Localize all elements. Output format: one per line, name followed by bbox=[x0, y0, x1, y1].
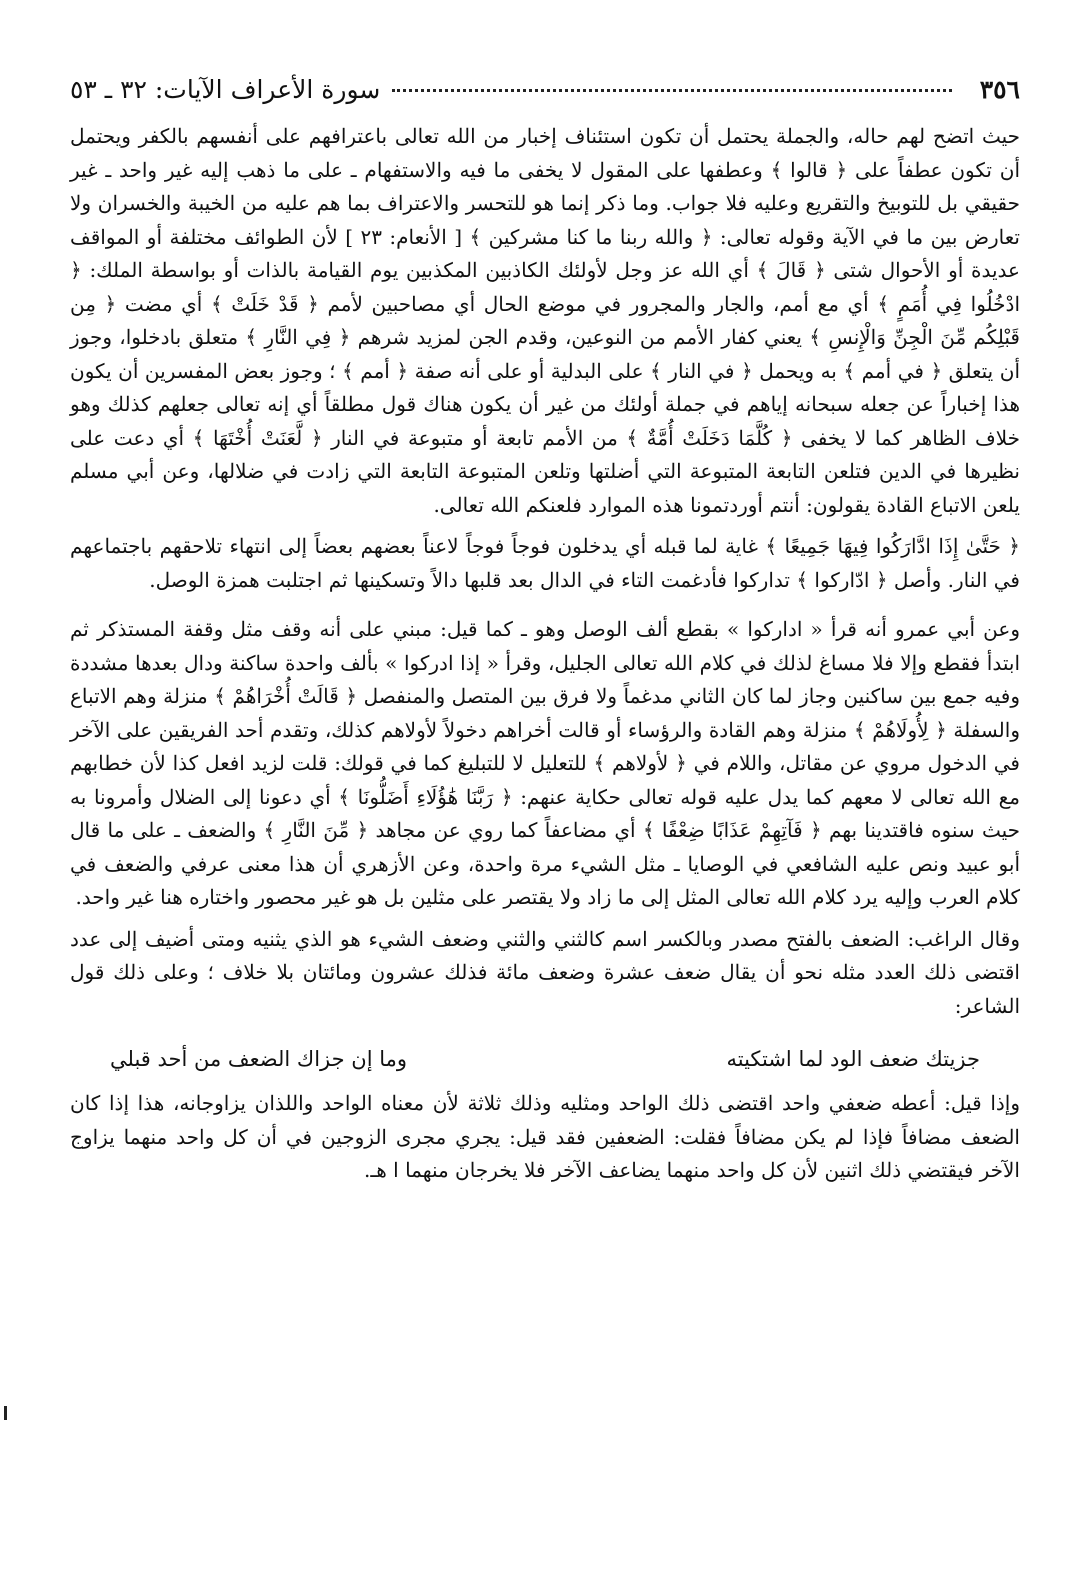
dotted-leader bbox=[392, 89, 951, 92]
paragraph-2: ﴿ حَتَّىٰ إِذَا ادَّارَكُوا فِيهَا جَمِيعًا ﴾ غاية لما قبله أي يدخلون فوجاً فوجاً لاعناً بعضهم بعضاً إلى انتهاء تلاحقهم باجتماعهم في النار. وأصل ﴿ ادّاركوا ﴾ تداركوا فأدغمت التاء في الدال بعد قلبها دالاً وتسكينها ثم اجتلبت همزة الوصل. bbox=[70, 534, 1020, 592]
poem-first-hemistich: جزيتك ضعف الود لما اشتكيته bbox=[726, 1047, 980, 1071]
page-number: ٣٥٦ bbox=[979, 75, 1020, 104]
surah-title: سورة الأعراف الآيات: ٣٢ ـ ٥٣ bbox=[70, 75, 381, 104]
paragraph-4: وقال الراغب: الضعف بالفتح مصدر وبالكسر اسم كالثني والثني وضعف الشيء هو الذي يثنيه ومتى أضيف إلى عدد اقتضى ذلك العدد مثله نحو أن يقال ضعف عشرة وضعف مائة فذلك عشرون ومائتان بلا خلاف ؛ وعلى ذلك قول الشاعر: bbox=[70, 926, 1020, 1018]
poem-verse bbox=[110, 1039, 980, 1079]
page-header bbox=[70, 70, 1020, 110]
book-page bbox=[70, 70, 1020, 1188]
paragraph-1: حيث اتضح لهم حاله، والجملة يحتمل أن تكون استئناف إخبار من الله تعالى باعترافهم على أنفسهم بالكفر ويحتمل أن تكون عطفاً على ﴿ قالوا ﴾ وعطفها على المقول لا يخفى ما فيه والاستفهام ـ على ما ذهب إليه غير واحد ـ غير حقيقي بل للتوبيخ والتقريع وعليه فلا جواب. وما ذكر إنما هو للتحسر والاعتراف بما هم عليه من الخيبة والخسران ولا تعارض بين ما في الآية وقوله تعالى: ﴿ والله ربنا ما كنا مشركين ﴾ [ الأنعام: ٢٣ ] لأن الطوائف مختلفة أو المواقف عديدة أو الأحوال شتى ﴿ قَالَ ﴾ أي الله عز وجل لأولئك الكاذبين المكذبين يوم القيامة بالذات أو بواسطة الملك: ﴿ ادْخُلُوا فِي أُمَمٍ ﴾ أي مع أمم، والجار والمجرور في موضع الحال أي مصاحبين لأمم ﴿ قَدْ خَلَتْ ﴾ أي مضت ﴿ مِن قَبْلِكُم مِّنَ الْجِنِّ وَالْإِنسِ ﴾ يعني كفار الأمم من النوعين، وقدم الجن لمزيد شرهم ﴿ فِي النَّارِ ﴾ متعلق بادخلوا، وجوز أن يتعلق ﴿ في أمم ﴾ به ويحمل ﴿ في النار ﴾ على البدلية أو على أنه صفة ﴿ أمم ﴾ ؛ وجوز بعض المفسرين أن يكون هذا إخباراً عن جعله سبحانه إياهم في جملة أولئك من غير أن يكون هناك قول مطلقاً أي إنه تعالى جعلهم كذلك وهو خلاف الظاهر كما لا يخفى ﴿ كُلَّمَا دَخَلَتْ أُمَّةٌ ﴾ من الأمم تابعة أو متبوعة في النار ﴿ لَّعَنَتْ أُخْتَهَا ﴾ أي دعت على نظيرها في الدين فتلعن التابعة المتبوعة التي أضلتها وتلعن المتبوعة التابعة التي زادت في ضلالها، وعن أبي مسلم يلعن الاتباع القادة يقولون: أنتم أوردتمونا هذه الموارد فلعنكم الله تعالى. bbox=[70, 124, 1020, 517]
closing-paragraph: وإذا قيل: أعطه ضعفي واحد اقتضى ذلك الواحد ومثليه وذلك ثلاثة لأن معناه الواحد واللذان يزاوجانه، هذا إذا كان الضعف مضافاً فإذا لم يكن مضافاً فقلت: الضعفين فقد قيل: يجري مجرى الزوجين في أن كل واحد منهما يزاوج الآخر فيقتضي ذلك اثنين لأن كل واحد منهما يضاعف الآخر فلا يخرجان منهما ا هـ. bbox=[70, 1091, 1020, 1182]
paragraph-3: وعن أبي عمرو أنه قرأ « اداركوا » بقطع ألف الوصل وهو ـ كما قيل: مبني على أنه وقف مثل وقفة المستذكر ثم ابتدأ فقطع وإلا فلا مساغ لذلك في كلام الله تعالى الجليل، وقرأ « إذا ادركوا » بألف واحدة ساكنة ودال بعدها مشددة وفيه جمع بين ساكنين وجاز لما كان الثاني مدغماً ولا فرق بين المتصل والمنفصل ﴿ قَالَتْ أُخْرَاهُمْ ﴾ منزلة وهم الاتباع والسفلة ﴿ لِأُولَاهُمْ ﴾ منزلة وهم القادة والرؤساء أو قالت أخراهم دخولاً لأولاهم كذلك، وتقدم أحد الفريقين على الآخر في الدخول مروي عن مقاتل، واللام في ﴿ لأولاهم ﴾ للتعليل لا للتبليغ كما في قولك: قلت لزيد افعل كذا لأن خطابهم مع الله تعالى لا معهم كما يدل عليه قوله تعالى حكاية عنهم: ﴿ رَبَّنَا هَٰؤُلَاءِ أَضَلُّونَا ﴾ أي دعونا إلى الضلال وأمرونا به حيث سنوه فاقتدينا بهم ﴿ فَآتِهِمْ عَذَابًا ضِعْفًا ﴾ أي مضاعفاً كما روي عن مجاهد ﴿ مِّنَ النَّارِ ﴾ والضعف ـ على ما قال أبو عبيد ونص عليه الشافعي في الوصايا ـ مثل الشيء مرة واحدة، وعن الأزهري أن هذا معنى عرفي والضعف في كلام العرب وإليه يرد كلام الله تعالى المثل إلى ما زاد ولا يقتصر على مثلين بل هو غير محصور واختاره هنا غير واحد. bbox=[70, 617, 1020, 909]
scan-edge-mark bbox=[4, 1406, 7, 1420]
poem-second-hemistich: وما إن جزاك الضعف من أحد قبلي bbox=[110, 1047, 408, 1071]
